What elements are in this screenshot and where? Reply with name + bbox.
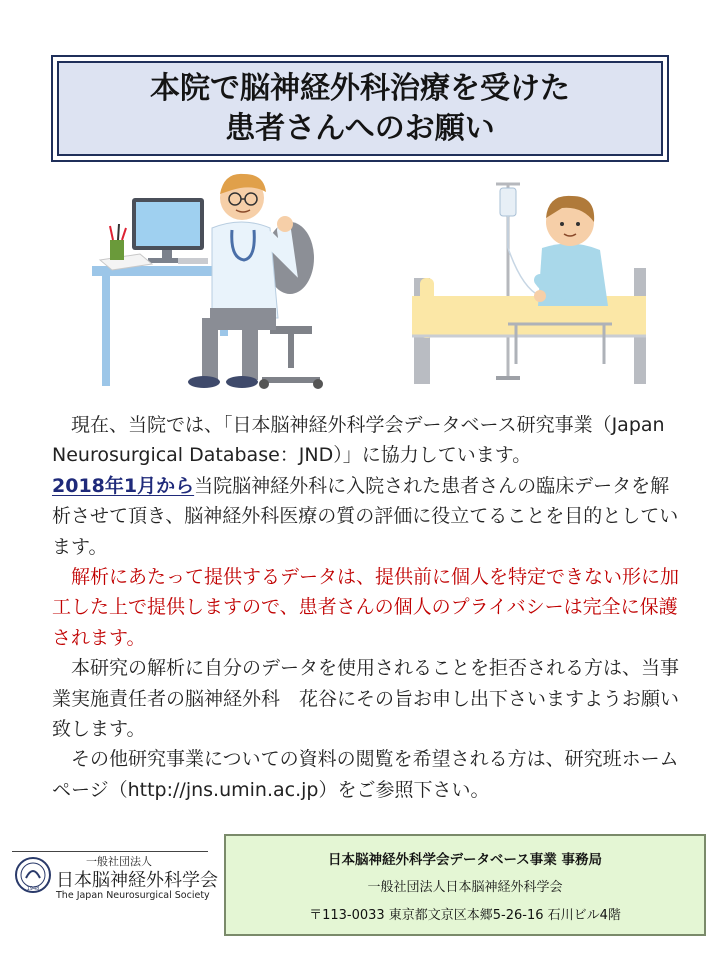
body-text <box>52 410 682 805</box>
title-line-1: 本院で脳神経外科治療を受けた <box>150 70 570 106</box>
logo-society-name: 日本脳神経外科学会 <box>56 870 218 891</box>
contact-box <box>224 834 706 936</box>
contact-office: 日本脳神経外科学会データベース事業 事務局 <box>327 852 603 868</box>
logo-rule <box>12 851 208 852</box>
paragraph-privacy: 解析にあたって提供するデータは、提供前に個人を特定できない形に加工した上で提供しますので、患者さんの個人のプライバシーは完全に保護されます。 <box>52 566 680 649</box>
paragraph-1-tail: 当院脳神経外科に入院された患者さんの臨床データを解析させて頂き、脳神経外科医療の質の評価に役立てることを目的としています。 <box>52 474 679 558</box>
title-line-2: 患者さんへのお願い <box>225 110 495 146</box>
title-frame <box>51 55 669 162</box>
logo-org-type: 一般社団法人 <box>86 855 152 868</box>
society-seal-icon <box>14 856 52 894</box>
contact-address: 〒113-0033 東京都文京区本郷5-26-16 石川ビル4階 <box>309 908 621 923</box>
title-box <box>57 61 663 156</box>
paragraph-1-mid: に協力しています。 <box>361 444 532 467</box>
project-name: 「日本脳神経外科学会データベース研究事業（Japan Neurosurgical Database：JND）」 <box>52 414 665 467</box>
start-date-highlight: 2018年1月から <box>52 474 195 497</box>
logo-society-name-english: The Japan Neurosurgical Society <box>56 890 210 901</box>
patient-in-bed-illustration <box>412 178 652 390</box>
paragraph-1 <box>52 410 682 471</box>
paragraph-website: その他研究事業についての資料の閲覧を希望される方は、研究班ホームページ（http://jns.umin.ac.jp）をご参照下さい。 <box>52 748 679 801</box>
paragraph-1-lead: 現在、当院では、 <box>71 414 224 436</box>
seal-year: 1948 <box>26 886 40 892</box>
contact-organization: 一般社団法人日本脳神経外科学会 <box>367 880 563 895</box>
doctor-at-desk-illustration <box>92 168 332 398</box>
paragraph-opt-out: 本研究の解析に自分のデータを使用されることを拒否される方は、当事業実施責任者の脳神経外科 花谷にその旨お申し出下さいますようお願い致します。 <box>52 657 680 741</box>
paragraph-1-continued <box>52 471 682 562</box>
